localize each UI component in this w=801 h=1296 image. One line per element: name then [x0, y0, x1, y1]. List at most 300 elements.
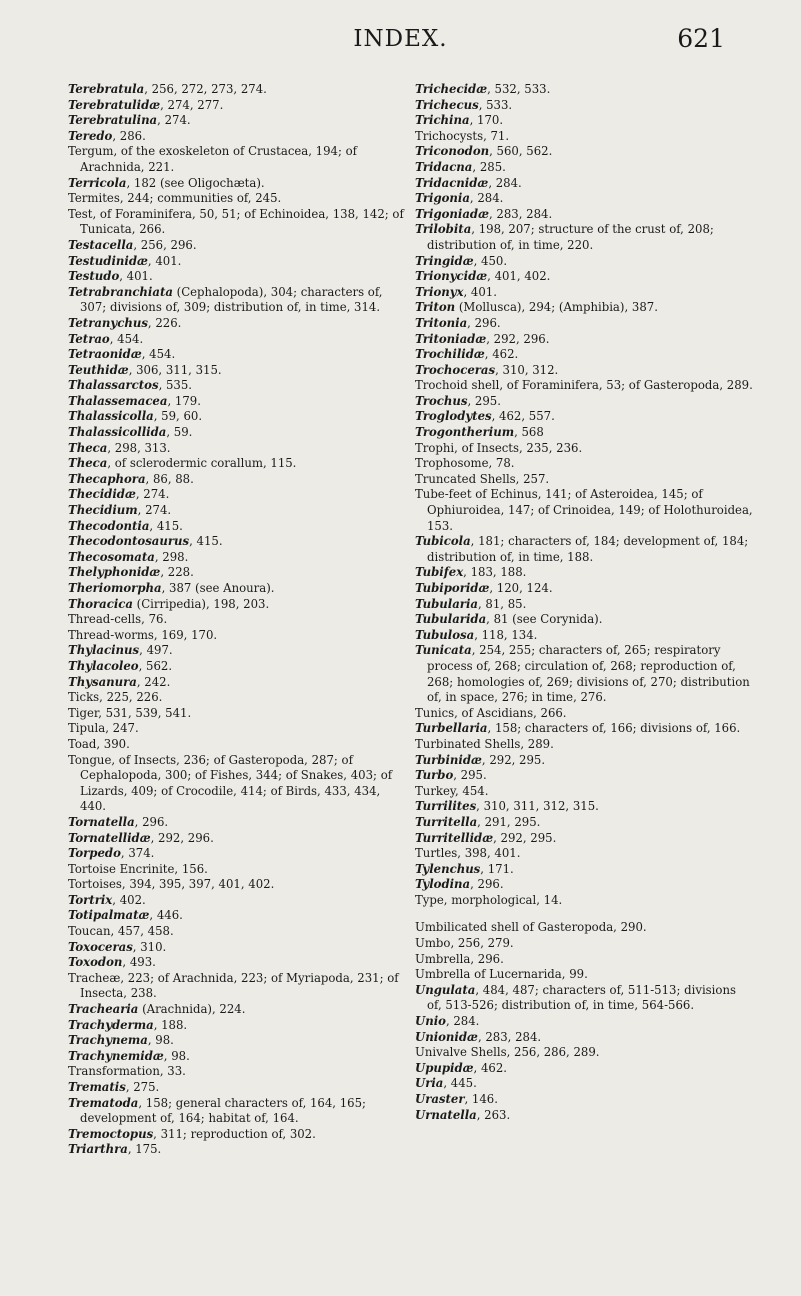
entry-term: Tylenchus	[415, 861, 481, 876]
entry-term: Trematis	[68, 1080, 126, 1094]
index-entry	[415, 1076, 753, 1092]
entry-text: , 284.	[488, 175, 522, 190]
entry-text: , 402.	[112, 892, 146, 907]
index-entry	[415, 129, 753, 145]
section-gap	[415, 908, 753, 920]
index-entry	[68, 487, 404, 503]
entry-text: Thread-worms, 169, 170.	[68, 627, 218, 642]
entry-text: , 118, 134.	[474, 627, 538, 642]
index-entry	[415, 1045, 753, 1061]
index-entry	[415, 628, 753, 644]
index-entry	[68, 347, 404, 363]
entry-text: , 181; characters of, 184; development of, 184; distribution of, in time, 188.	[427, 534, 749, 564]
index-entry	[415, 581, 753, 597]
entry-term: Theca	[68, 456, 108, 471]
entry-text: , 497.	[139, 643, 173, 658]
entry-text: , 242.	[136, 674, 171, 689]
entry-text: , 298, 313.	[107, 440, 171, 455]
index-entry	[68, 706, 404, 722]
entry-term: Trochoceras	[415, 362, 496, 377]
index-entry	[415, 1108, 753, 1124]
index-entry	[415, 113, 753, 129]
entry-text: , 188.	[153, 1017, 188, 1032]
index-entry	[68, 316, 404, 332]
entry-text: , 493.	[122, 955, 156, 970]
index-entry	[415, 285, 753, 301]
entry-text: Turbinated Shells, 289.	[415, 736, 554, 751]
index-entry	[415, 487, 753, 534]
entry-text: , 274.	[137, 503, 172, 518]
index-entry	[415, 1014, 753, 1030]
entry-term: Thoracica	[68, 596, 133, 611]
entry-text: , 415.	[149, 518, 183, 533]
index-entry	[415, 144, 753, 160]
entry-text: , 283, 284.	[477, 1029, 542, 1044]
entry-term: Tridacna	[415, 159, 473, 174]
entry-text: , 284.	[469, 191, 504, 206]
index-entry	[68, 254, 404, 270]
index-entry	[68, 815, 404, 831]
index-entry	[68, 332, 404, 348]
index-entry	[68, 924, 404, 940]
entry-text: , 462.	[484, 347, 519, 362]
entry-text: Tortoises, 394, 395, 397, 401, 402.	[68, 877, 275, 892]
entry-text: , 484, 487; characters of, 511-513; divisions of, 513-526; distribution of, in time, 564-566.	[427, 982, 736, 1013]
entry-text: , 283, 284.	[488, 206, 553, 221]
index-entry	[415, 472, 753, 488]
entry-text: Tipula, 247.	[68, 721, 139, 736]
entry-text: , 291, 295.	[477, 814, 541, 829]
entry-text: , 179.	[167, 393, 201, 408]
entry-term: Testacella	[68, 237, 134, 252]
index-entry	[68, 425, 404, 441]
entry-term: Tetrao	[68, 331, 110, 346]
index-entry	[68, 378, 404, 394]
index-entry	[415, 254, 753, 270]
entry-text: Tunics, of Ascidians, 266.	[415, 705, 567, 720]
entry-text: Ticks, 225, 226.	[68, 690, 163, 705]
entry-term: Thysanura	[68, 674, 137, 689]
index-entry	[68, 519, 404, 535]
index-entry	[415, 612, 753, 628]
index-entry	[415, 441, 753, 457]
entry-text: Transformation, 33.	[68, 1064, 186, 1079]
index-entry	[68, 238, 404, 254]
entry-text: , 183, 188.	[463, 565, 527, 580]
entry-term: Thalassicollida	[68, 425, 167, 440]
entry-term: Thecosomata	[68, 549, 155, 564]
entry-text: , 462.	[473, 1060, 508, 1075]
entry-term: Trogontherium	[415, 425, 515, 440]
entry-text: (Cirripedia), 198, 203.	[132, 596, 270, 611]
index-entry	[68, 269, 404, 285]
entry-text: , 374.	[120, 846, 155, 861]
index-entry	[415, 98, 753, 114]
entry-text: Thread-cells, 76.	[68, 612, 168, 627]
entry-text: , 81 (see Corynida).	[486, 612, 603, 627]
index-entry	[415, 1092, 753, 1108]
entry-text: , 296.	[470, 877, 504, 892]
index-entry	[415, 347, 753, 363]
entry-text: , 285.	[472, 159, 506, 174]
index-entry	[68, 753, 404, 815]
index-entry	[415, 597, 753, 613]
entry-term: Turbo	[415, 768, 454, 783]
entry-term: Thalassicolla	[68, 409, 154, 424]
entry-text: Tracheæ, 223; of Arachnida, 223; of Myriapoda, 231; of Insecta, 238.	[68, 970, 399, 1001]
entry-text: Umbrella of Lucernarida, 99.	[415, 967, 588, 982]
entry-term: Thalassemacea	[68, 393, 168, 408]
entry-term: Uraster	[415, 1092, 465, 1106]
entry-text: , 158; characters of, 166; divisions of, 166.	[487, 721, 741, 736]
entry-text: Umbo, 256, 279.	[415, 936, 514, 951]
entry-term: Turrilites	[415, 799, 477, 814]
index-entry	[415, 378, 753, 394]
entry-text: , 274, 277.	[160, 97, 224, 112]
entry-text: , 182 (see Oligochæta).	[126, 175, 265, 190]
index-entry	[68, 82, 404, 98]
entry-term: Trachynemidæ	[68, 1048, 164, 1063]
entry-term: Trichina	[415, 113, 470, 128]
entry-text: , 98.	[147, 1033, 174, 1048]
index-entry	[68, 441, 404, 457]
index-entry	[68, 737, 404, 753]
page-title: INDEX.	[353, 26, 448, 52]
entry-term: Trionyx	[415, 284, 464, 299]
entry-text: , 274.	[157, 113, 191, 128]
index-entry	[415, 784, 753, 800]
entry-text: Tongue, of Insects, 236; of Gasteropoda, 287; of Cephalopoda, 300; of Fishes, 344; of Snakes, 403; of Lizards, 409; of Crocodile, 414; of Birds, 433, 434, 440.	[68, 752, 393, 814]
index-entry	[415, 1061, 753, 1077]
index-entry	[68, 893, 404, 909]
entry-term: Trionycidæ	[415, 269, 488, 284]
index-entry	[415, 799, 753, 815]
entry-text: Toucan, 457, 458.	[68, 924, 174, 939]
entry-text: , 560, 562.	[489, 144, 553, 159]
index-entry	[68, 1049, 404, 1065]
entry-term: Trachynema	[68, 1033, 148, 1048]
entry-term: Turbellaria	[415, 721, 488, 736]
entry-text: (Mollusca), 294; (Amphibia), 387.	[455, 300, 658, 315]
index-entry	[415, 409, 753, 425]
entry-term: Terebratulidæ	[68, 97, 161, 112]
entry-text: , 226.	[147, 315, 182, 330]
entry-term: Tetrabranchiata	[68, 284, 173, 299]
entry-text: Test, of Foraminifera, 50, 51; of Echinoidea, 138, 142; of Tunicata, 266.	[68, 206, 404, 237]
index-entry	[415, 222, 753, 253]
entry-term: Teredo	[68, 128, 113, 143]
index-entry	[68, 472, 404, 488]
entry-term: Thylacoleo	[68, 658, 139, 673]
entry-text: , 292, 295.	[493, 830, 557, 845]
entry-text: Umbrella, 296.	[415, 951, 504, 966]
index-entry	[415, 815, 753, 831]
entry-term: Trachyderma	[68, 1017, 154, 1032]
entry-text: , 401, 402.	[487, 269, 551, 284]
index-entry	[415, 753, 753, 769]
index-entry	[68, 456, 404, 472]
entry-text: , 450.	[473, 253, 508, 268]
entry-term: Tetranychus	[68, 315, 148, 330]
entry-text: , 306, 311, 315.	[128, 362, 222, 377]
entry-text: , 462, 557.	[491, 409, 555, 424]
index-entry	[415, 967, 753, 983]
index-entry	[68, 846, 404, 862]
entry-term: Thecididæ	[68, 487, 136, 502]
index-entry	[68, 612, 404, 628]
entry-text: , 310.	[132, 939, 167, 954]
entry-term: Terebratula	[68, 82, 145, 96]
entry-text: , 568	[514, 425, 544, 440]
index-entry	[415, 565, 753, 581]
entry-text: , 445.	[443, 1076, 477, 1091]
entry-term: Tortrix	[68, 892, 113, 907]
entry-text: , 81, 85.	[477, 596, 527, 611]
entry-text: Tube-feet of Echinus, 141; of Asteroidea, 145; of Ophiuroidea, 147; of Crinoidea, 149; of Holothuroidea, 153.	[415, 487, 753, 533]
entry-term: Thecodontia	[68, 518, 150, 533]
entry-text: Truncated Shells, 257.	[415, 471, 550, 486]
index-entry	[415, 643, 753, 705]
entry-term: Toxodon	[68, 955, 123, 970]
index-entry	[68, 129, 404, 145]
index-entry	[68, 534, 404, 550]
entry-text: , 310, 312.	[495, 362, 559, 377]
entry-term: Trematoda	[68, 1095, 139, 1110]
entry-text: , 401.	[119, 269, 153, 284]
index-entry	[68, 955, 404, 971]
entry-term: Trachearia	[68, 1002, 139, 1017]
entry-text: Trophi, of Insects, 235, 236.	[415, 440, 583, 455]
entry-text: , 274.	[135, 487, 170, 502]
entry-term: Triarthra	[68, 1142, 128, 1157]
index-entry	[415, 936, 753, 952]
index-entry	[415, 316, 753, 332]
entry-text: , 59, 60.	[153, 409, 203, 424]
entry-text: Turtles, 398, 401.	[415, 846, 521, 861]
entry-text: Umbilicated shell of Gasteropoda, 290.	[415, 920, 647, 935]
entry-term: Theriomorpha	[68, 581, 162, 595]
index-entry	[68, 690, 404, 706]
entry-term: Trichecus	[415, 97, 479, 112]
entry-term: Testudo	[68, 269, 120, 284]
entry-term: Triconodon	[415, 144, 490, 159]
index-entry	[68, 144, 404, 175]
entry-text: , 292, 295.	[481, 752, 546, 767]
entry-term: Triton	[415, 300, 456, 315]
entry-text: , 401.	[463, 284, 497, 299]
entry-term: Toxoceras	[68, 939, 133, 954]
entry-text: , 120, 124.	[489, 581, 553, 595]
index-entry	[415, 394, 753, 410]
index-entry	[415, 952, 753, 968]
entry-term: Tunicata	[415, 643, 472, 658]
entry-term: Tritonia	[415, 315, 468, 330]
entry-term: Theca	[68, 440, 108, 455]
index-entry	[415, 332, 753, 348]
index-entry	[68, 1002, 404, 1018]
index-entry	[68, 1142, 404, 1158]
entry-text: , 59.	[166, 425, 193, 440]
index-entry	[415, 363, 753, 379]
entry-term: Tringidæ	[415, 253, 474, 268]
entry-text: , 86, 88.	[145, 471, 194, 486]
page-number: 621	[677, 24, 725, 53]
entry-text: , 535.	[158, 378, 193, 393]
entry-text: , 298.	[154, 549, 189, 564]
index-entry	[68, 721, 404, 737]
entry-term: Thecidium	[68, 503, 138, 518]
index-entry	[68, 643, 404, 659]
index-entry	[415, 983, 753, 1014]
entry-text: , 175.	[127, 1142, 162, 1157]
entry-text: , 286.	[112, 128, 146, 143]
entry-text: , 275.	[125, 1080, 160, 1094]
index-entry	[68, 597, 404, 613]
entry-term: Turritella	[415, 814, 478, 829]
entry-text: , 170.	[469, 113, 504, 128]
entry-term: Urnatella	[415, 1107, 477, 1122]
entry-term: Trochus	[415, 393, 468, 408]
index-entry	[415, 706, 753, 722]
entry-term: Trigoniadæ	[415, 206, 489, 221]
entry-text: Turkey, 454.	[415, 783, 489, 798]
index-entry	[68, 503, 404, 519]
index-entry	[415, 207, 753, 223]
entry-text: , of sclerodermic corallum, 115.	[107, 456, 297, 471]
index-entry	[415, 82, 753, 98]
entry-term: Tylodina	[415, 877, 471, 892]
index-entry	[415, 300, 753, 316]
index-entry	[68, 191, 404, 207]
running-head	[0, 24, 801, 64]
index-entry	[415, 534, 753, 565]
index-entry	[68, 1080, 404, 1096]
entry-term: Terebratulina	[68, 113, 158, 128]
entry-text: , 295.	[453, 768, 487, 783]
index-entry	[415, 846, 753, 862]
entry-text: , 415.	[189, 534, 223, 549]
entry-term: Upupidæ	[415, 1060, 474, 1075]
entry-term: Trochilidæ	[415, 347, 485, 362]
index-entry	[415, 768, 753, 784]
index-entry	[415, 877, 753, 893]
entry-term: Thylacinus	[68, 643, 140, 658]
entry-text: , 454.	[109, 331, 144, 346]
entry-text: , 296.	[467, 315, 501, 330]
index-entry	[415, 893, 753, 909]
index-entry	[68, 113, 404, 129]
index-column-left	[68, 82, 404, 1158]
index-entry	[415, 160, 753, 176]
entry-text: , 311; reproduction of, 302.	[153, 1126, 316, 1141]
entry-term: Tubicola	[415, 534, 471, 549]
entry-text: , 562.	[138, 658, 173, 673]
entry-text: , 292, 296.	[486, 331, 550, 346]
entry-text: , 254, 255; characters of, 265; respiratory process of, 268; circulation of, 268; reproduction of, 268; homologies of, 269; divisions of, 270; distribution of, in space, 276; in time, 276.	[427, 643, 750, 705]
entry-text: , 284.	[445, 1014, 480, 1029]
entry-term: Thecodontosaurus	[68, 534, 190, 549]
index-entry	[68, 877, 404, 893]
index-column-right	[415, 82, 753, 1123]
index-entry	[68, 394, 404, 410]
index-entry	[68, 285, 404, 316]
entry-text: Type, morphological, 14.	[415, 892, 563, 907]
entry-text: , 256, 296.	[133, 237, 197, 252]
index-entry	[68, 1127, 404, 1143]
index-entry	[68, 908, 404, 924]
index-entry	[415, 176, 753, 192]
index-entry	[415, 456, 753, 472]
index-entry	[68, 1018, 404, 1034]
entry-term: Troglodytes	[415, 409, 492, 424]
index-entry	[415, 425, 753, 441]
entry-term: Unio	[415, 1014, 446, 1029]
index-entry	[68, 409, 404, 425]
index-entry	[68, 207, 404, 238]
entry-text: , 146.	[464, 1092, 498, 1106]
entry-term: Tornatellidæ	[68, 830, 151, 845]
entry-term: Tornatella	[68, 814, 135, 829]
entry-text: Tergum, of the exoskeleton of Crustacea, 194; of Arachnida, 221.	[68, 144, 357, 174]
index-entry	[68, 98, 404, 114]
entry-text: Tiger, 531, 539, 541.	[68, 705, 192, 720]
entry-text: , 292, 296.	[150, 830, 214, 845]
entry-text: , 532, 533.	[487, 82, 551, 96]
index-entry	[68, 565, 404, 581]
entry-text: Trichocysts, 71.	[415, 128, 510, 143]
entry-term: Thecaphora	[68, 471, 146, 486]
index-entry	[415, 920, 753, 936]
entry-text: , 310, 311, 312, 315.	[476, 799, 599, 814]
entry-term: Tubularida	[415, 612, 487, 627]
entry-term: Tubiporidæ	[415, 581, 490, 595]
entry-text: , 256, 272, 273, 274.	[144, 82, 267, 96]
entry-text: , 198, 207; structure of the crust of, 208; distribution of, in time, 220.	[427, 222, 714, 252]
index-entry	[68, 659, 404, 675]
entry-term: Tridacnidæ	[415, 175, 489, 190]
entry-text: , 401.	[147, 253, 182, 268]
index-entry	[68, 628, 404, 644]
entry-term: Torpedo	[68, 846, 121, 861]
index-entry	[68, 940, 404, 956]
index-entry	[415, 191, 753, 207]
entry-term: Unionidæ	[415, 1029, 478, 1044]
entry-text: Univalve Shells, 256, 286, 289.	[415, 1045, 600, 1060]
entry-text: , 533.	[478, 97, 513, 112]
index-entry	[68, 862, 404, 878]
index-entry	[68, 581, 404, 597]
entry-term: Trilobita	[415, 222, 472, 237]
index-entry	[415, 862, 753, 878]
entry-text: , 295.	[467, 393, 501, 408]
entry-text: , 171.	[480, 861, 514, 876]
entry-term: Turritellidæ	[415, 830, 494, 845]
entry-text: Trophosome, 78.	[415, 456, 515, 471]
entry-text: , 158; general characters of, 164, 165; development of, 164; habitat of, 164.	[80, 1095, 366, 1126]
entry-term: Tetraonidæ	[68, 347, 142, 362]
index-entry	[68, 675, 404, 691]
index-entry	[68, 176, 404, 192]
entry-text: (Arachnida), 224.	[138, 1002, 246, 1017]
entry-term: Terricola	[68, 175, 127, 190]
entry-term: Turbinidæ	[415, 752, 482, 767]
index-entry	[415, 269, 753, 285]
index-entry	[68, 831, 404, 847]
index-entry	[415, 831, 753, 847]
index-entry	[68, 550, 404, 566]
entry-text: , 454.	[141, 347, 176, 362]
index-entry	[68, 971, 404, 1002]
